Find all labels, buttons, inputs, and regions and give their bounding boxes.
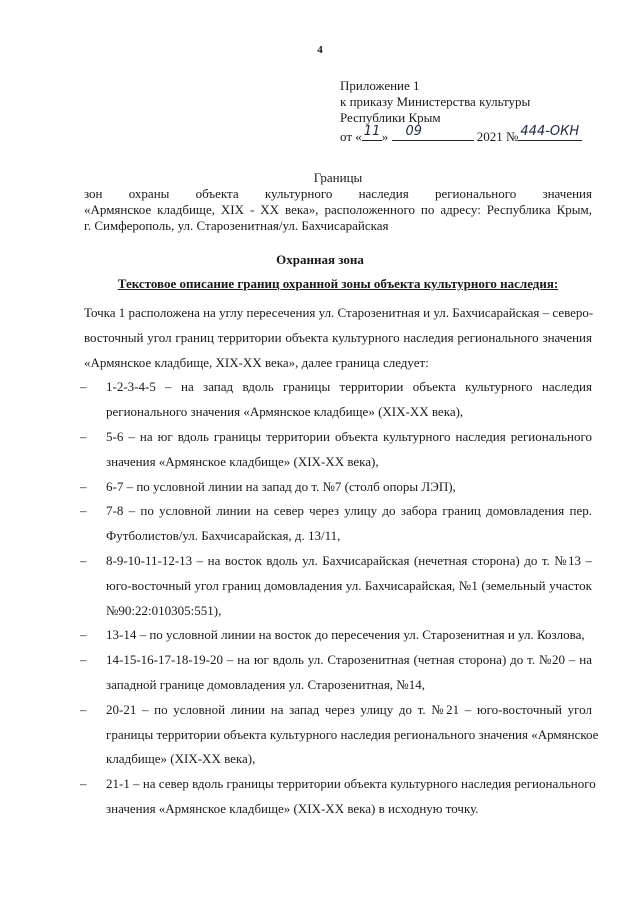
intro-line-1: Точка 1 расположена на углу пересечения ул. Старозенитная и ул. Бахчисарайская – северо- — [84, 305, 594, 320]
intro-line-2: восточный угол границ территории объекта культурного наследия регионального значения — [84, 329, 592, 345]
appendix-line-3: Республики Крым — [340, 110, 441, 125]
boundary-item-line: границы территории объекта культурного наследия регионального значения «Армянское — [106, 726, 599, 742]
boundary-item-line: 5-6 – на юг вдоль границы территории объекта культурного наследия регионального — [106, 428, 592, 444]
boundary-item-line: западной границе домовладения ул. Старозенитная, №14, — [106, 676, 425, 692]
heading-description: Текстовое описание границ охранной зоны объекта культурного наследия: — [117, 276, 559, 291]
boundary-list-item — [80, 499, 592, 549]
appendix-block — [340, 78, 582, 145]
dash-bullet: – — [80, 627, 87, 643]
title-block — [84, 170, 592, 234]
boundary-item-line: кладбище» (XIX-XX века), — [106, 751, 256, 767]
boundary-item-line: 21-1 – на север вдоль границы территории объекта культурного наследия регионального — [106, 776, 596, 792]
boundary-item-line: юго-восточный угол границ домовладения ул. Бахчисарайская, №1 (земельный участок — [106, 577, 592, 593]
heading-protection-zone: Охранная зона — [276, 252, 364, 267]
appendix-date-line — [340, 126, 582, 145]
boundary-list-item — [80, 425, 592, 475]
day-blank — [362, 126, 382, 141]
boundary-item-line: Футболистов/ул. Бахчисарайская, д. 13/11, — [106, 528, 341, 544]
number-blank — [518, 126, 582, 141]
boundary-list-item — [80, 475, 592, 500]
boundary-list-item — [80, 623, 592, 648]
document-body — [80, 301, 599, 822]
month-blank — [392, 126, 474, 141]
boundary-list-item — [80, 772, 596, 822]
boundary-item-line: значения «Армянское кладбище» (XIX-XX века), — [106, 453, 379, 469]
boundary-item-line: 7-8 – по условной линии на север через улицу до забора границ домовладения пер. — [106, 503, 592, 519]
title-line-2: зон охраны объекта культурного наследия регионального значения — [84, 186, 592, 201]
boundary-list — [80, 375, 599, 821]
dash-bullet: – — [80, 652, 87, 668]
dash-bullet: – — [80, 428, 87, 444]
boundary-list-item — [80, 375, 592, 425]
intro-line-3: «Армянское кладбище, XIX-XX века», далее граница следует: — [84, 354, 429, 370]
title-line-1: Границы — [313, 170, 363, 185]
boundary-item-line: 8-9-10-11-12-13 – на восток вдоль ул. Бахчисарайская (нечетная сторона) до т. №13 – — [106, 552, 592, 568]
appendix-line-2: к приказу Министерства культуры — [340, 94, 531, 109]
boundary-item-line: 1-2-3-4-5 – на запад вдоль границы территории объекта культурного наследия — [106, 379, 592, 395]
dash-bullet: – — [80, 701, 87, 717]
appendix-line-1: Приложение 1 — [340, 78, 420, 93]
boundary-list-item — [80, 648, 592, 698]
dash-bullet: – — [80, 552, 87, 568]
boundary-item-line: 13-14 – по условной линии на восток до пересечения ул. Старозенитная и ул. Козлова, — [106, 627, 585, 643]
boundary-list-item — [80, 549, 592, 623]
boundary-item-line: 14-15-16-17-18-19-20 – на юг вдоль ул. Старозенитная (четная сторона) до т. №20 – на — [106, 652, 592, 668]
page-number: 4 — [317, 44, 323, 56]
handwritten-month: 09 — [405, 124, 423, 139]
boundary-item-line: №90:22:010305:551), — [106, 602, 222, 618]
boundary-list-item — [80, 698, 599, 772]
date-year: 2021 № — [476, 129, 519, 144]
boundary-item-line: значения «Армянское кладбище» (XIX-XX века) в исходную точку. — [106, 800, 479, 816]
dash-bullet: – — [80, 478, 87, 494]
boundary-item-line: 20-21 – по условной линии на запад через улицу до т. №21 – юго-восточный угол — [106, 701, 592, 717]
boundary-item-line: регионального значения «Армянское кладбище» (XIX-XX века), — [106, 404, 464, 420]
dash-bullet: – — [80, 379, 87, 395]
date-mid: » — [381, 129, 389, 144]
date-prefix: от « — [340, 129, 362, 144]
title-line-3: «Армянское кладбище, XIX - XX века», расположенного по адресу: Республика Крым, — [84, 202, 592, 217]
handwritten-number: 444-ОКН — [520, 124, 580, 139]
handwritten-day: 11 — [363, 124, 381, 139]
dash-bullet: – — [80, 776, 87, 792]
dash-bullet: – — [80, 503, 87, 519]
title-line-4: г. Симферополь, ул. Старозенитная/ул. Бахчисарайская — [84, 218, 389, 233]
boundary-item-line: 6-7 – по условной линии на запад до т. №7 (столб опоры ЛЭП), — [106, 478, 456, 494]
